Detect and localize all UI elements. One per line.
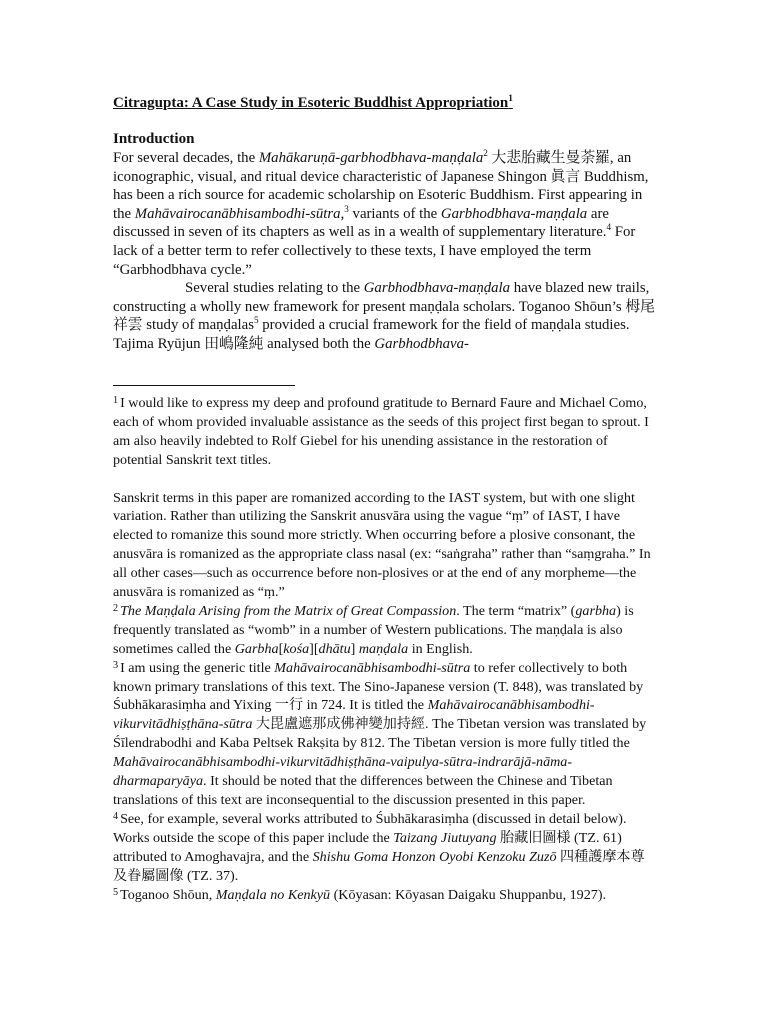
footnote-number: 4 xyxy=(113,811,119,823)
text-run: in English. xyxy=(408,640,473,657)
text-run: , xyxy=(340,205,345,222)
italic-term: Maṇḍala no Kenkyū xyxy=(215,886,331,903)
italic-term: Garbhodbhava-maṇḍala xyxy=(363,280,511,297)
footnote-1-continued xyxy=(113,489,658,602)
footnote-text: I would like to express my deep and profound gratitude to Bernard Faure and Michael Como, each of whom provided invaluable assistance as the seeds of this project first began to sprout. I am also heavily indebted to Rolf Giebel for his unending assistance in the restoration of potential Sanskrit text titles. xyxy=(113,395,649,468)
italic-term: dhātu xyxy=(318,640,351,657)
body-text xyxy=(113,149,658,354)
footnote-separator xyxy=(113,385,295,386)
text-run: For several decades, the xyxy=(113,150,259,166)
text-run: ) is frequently translated as “womb” in a number of Western publications. The maṇḍala is also sometimes called the xyxy=(113,602,634,657)
footnote-ref[interactable]: 3 xyxy=(344,203,349,214)
footnote-5 xyxy=(113,886,658,905)
text-run: Several studies relating to the xyxy=(185,280,364,297)
text-run: are discussed in seven of its chapters as well as in a wealth of supplementary literature. xyxy=(113,205,609,241)
text-run: have blazed new trails, constructing a wholly new framework for present maṇḍala scholars. Toganoo Shōun’s 栂尾祥雲 study of maṇḍalas xyxy=(113,280,655,334)
paper-title-text: Citragupta: A Case Study in Esoteric Buddhist Appropriation xyxy=(113,95,509,111)
footnote-1 xyxy=(113,394,658,470)
section-heading-introduction: Introduction xyxy=(113,131,195,147)
italic-term: Taizang Jiutuyang xyxy=(393,829,497,846)
footnote-ref[interactable]: 1 xyxy=(508,94,513,104)
italic-term: Mahāvairocanābhisambodhi-vikurvitādhiṣṭhāna-vaipulya-sūtra-indrarājā-nāma-dharmaparyāya xyxy=(113,754,573,790)
text-run: I am using the generic title xyxy=(120,659,275,676)
text-run: 大悲胎藏生曼荼羅, an iconographic, visual, and ritual device characteristic of Japanese Shingon 眞言 Buddhism, has been a rich source for academic scholarship on Esoteric Buddhism. First appearing in the xyxy=(113,150,649,222)
italic-term: Mahāvairocanābhisambodhi-sūtra xyxy=(274,659,471,676)
italic-term: The Maṇḍala Arising from the Matrix of Great Compassion xyxy=(120,602,457,619)
footnote-number: 5 xyxy=(113,887,119,898)
footnote-3 xyxy=(113,659,658,810)
footnote-4 xyxy=(113,810,658,886)
text-run: . The term “matrix” ( xyxy=(456,602,576,619)
footnote-number: 1 xyxy=(113,395,119,407)
footnotes xyxy=(113,394,658,904)
text-run: 四種護摩本尊及眷屬圖像 (TZ. 37). xyxy=(113,848,645,884)
paragraph-1 xyxy=(113,149,658,279)
text-run: [ xyxy=(278,640,284,657)
footnote-2 xyxy=(113,602,658,659)
text-run: . It should be noted that the differences between the Chinese and Tibetan translations of this text are inconsequential to the discussion presented in this paper. xyxy=(113,773,613,809)
italic-term: Shishu Goma Honzon Oyobi Kenzoku Zuzō xyxy=(312,848,557,865)
italic-term: kośa xyxy=(283,640,310,657)
italic-term: Garbha xyxy=(234,640,279,657)
text-run: ][ xyxy=(309,640,319,657)
footnote-number: 3 xyxy=(113,660,119,672)
footnote-ref[interactable]: 2 xyxy=(483,148,488,159)
italic-term: Garbhodbhava-maṇḍala xyxy=(440,205,588,222)
text-run: provided a crucial framework for the field of maṇḍala studies. Tajima Ryūjun 田嶋隆純 analysed both the xyxy=(113,317,630,352)
footnote-ref[interactable]: 5 xyxy=(253,315,259,326)
text-run: Toganoo Shōun, xyxy=(120,886,216,903)
italic-term: Garbhodbhava- xyxy=(374,335,469,352)
italic-term: maṇḍala xyxy=(358,640,409,657)
italic-term: Mahākaruṇā-garbhodbhava-maṇḍala xyxy=(258,150,484,166)
italic-term: Mahāvairocanābhisambodhi-sūtra xyxy=(134,205,341,222)
text-run: For lack of a better term to refer collectively to these texts, I have employed the term “Garbhodbhava cycle.” xyxy=(113,224,636,278)
italic-term: Mahāvairocanābhisambodhi-vikurvitādhiṣṭhāna-sūtra xyxy=(113,697,595,733)
text-run: See, for example, several works attributed to Śubhākarasiṃha (discussed in detail below). Works outside the scope of this paper include the xyxy=(113,810,627,846)
paragraph-2 xyxy=(113,279,658,353)
text-run: 大毘盧遮那成佛神變加持經. The Tibetan version was translated by Śīlendrabodhi and Kaba Peltsek Rakṣita by 812. The Tibetan version is more fully titled the xyxy=(113,716,647,752)
text-run: (Kōyasan: Kōyasan Daigaku Shuppanbu, 1927). xyxy=(330,886,607,903)
footnote-text: Sanskrit terms in this paper are romanized according to the IAST system, but with one slight variation. Rather than utilizing the Sanskrit anusvāra using the vague “ṃ” of IAST, I have elected to romanize this sound more strictly. When occurring before a plosive consonant, the anusvāra is romanized as the appropriate class nasal (ex: “saṅgraha” rather than “saṃgraha.” In all other cases—such as occurrence before non-plosives or at the end of any morpheme—the anusvāra is romanized as “ṃ.” xyxy=(113,489,651,601)
text-run: 胎藏旧圖様 (TZ. 61) attributed to Amoghavajra, and the xyxy=(113,829,622,865)
footnote-number: 2 xyxy=(113,603,119,615)
paper-title xyxy=(113,93,673,113)
footnote-ref[interactable]: 4 xyxy=(606,222,612,233)
text-run: variants of the xyxy=(348,205,441,222)
text-run: ] xyxy=(350,640,359,657)
text-run: to refer collectively to both known primary translations of this text. The Sino-Japanese version (T. 848), was translated by Śubhākarasiṃha and Yixing 一行 in 724. It is titled the xyxy=(113,659,644,714)
italic-term: garbha xyxy=(575,602,617,619)
